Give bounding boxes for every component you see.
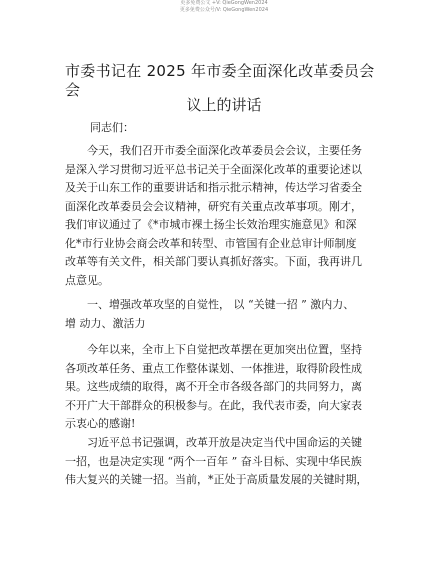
document-title-line-1: 市委书记在 2025 年市委全面深化改革委员会 bbox=[65, 62, 375, 80]
salutation: 同志们： bbox=[90, 121, 134, 134]
paragraph-progress bbox=[65, 341, 390, 434]
watermark-line-2: 更多免费公众号/V: QieGongWen2024 bbox=[179, 7, 269, 13]
section-heading-line: 增 动力、激活力 bbox=[65, 316, 146, 330]
watermark bbox=[0, 0, 448, 14]
paragraph-line: 我们审议通过了《*市城市裸土扬尘长效治理实施意见》和深 bbox=[65, 218, 357, 231]
paragraph-line: 今年以来，全市上下自觉把改革摆在更加突出位置，坚持 bbox=[87, 343, 362, 356]
paragraph-line: 点意见。 bbox=[65, 273, 109, 287]
document-title-line-2: 会 bbox=[65, 81, 81, 99]
paragraph-line: 及关于山东工作的重要讲话和指示批示精神，传达学习省委全 bbox=[65, 181, 362, 194]
paragraph-line: 一招，也是决定实现 “两个一百年 ” 奋斗目标、实现中华民族 bbox=[65, 454, 362, 468]
section-heading-1 bbox=[65, 296, 390, 333]
paragraph-line: 改革等有关文件，相关部门要认真抓好落实。下面，我再讲几 bbox=[65, 255, 362, 268]
paragraph-line: 今天，我们召开市委全面深化改革委员会会议，主要任务 bbox=[87, 144, 362, 157]
paragraph-line: 化*市行业协会商会改革和转型、市管国有企业总审计师制度 bbox=[65, 236, 357, 250]
document-title-line-3: 议上的讲话 bbox=[186, 96, 262, 114]
paragraph-quote bbox=[65, 434, 390, 490]
paragraph-line: 是深入学习贯彻习近平总书记关于全面深化改革的重要论述以 bbox=[65, 162, 362, 176]
section-heading-line: 一、增强改革攻坚的自觉性， 以 “关键一招 ” 激内力、 bbox=[87, 298, 355, 311]
paragraph-intro bbox=[65, 142, 390, 290]
paragraph-line: 习近平总书记强调，改革开放是决定当代中国命运的关键 bbox=[87, 436, 362, 449]
watermark-line-1: 更多免费公文 +V: QieGongWen2024 bbox=[180, 0, 268, 6]
paragraph-line: 面深化改革委员会会议精神，研究有关重点改革事项。刚才， bbox=[65, 199, 362, 213]
paragraph-line: 各项改革任务、重点工作整体谋划、一体推进，取得阶段性成 bbox=[65, 361, 362, 375]
paragraph-line: 不开广大干部群众的积极参与。在此，我代表市委，向大家表 bbox=[65, 398, 362, 412]
paragraph-line: 伟大复兴的关键一招。当前，*正处于高质量发展的关键时期， bbox=[65, 473, 368, 486]
paragraph-line: 果。这些成绩的取得，离不开全市各级各部门的共同努力，离 bbox=[65, 380, 362, 393]
paragraph-line: 示衷心的感谢! bbox=[65, 417, 136, 430]
